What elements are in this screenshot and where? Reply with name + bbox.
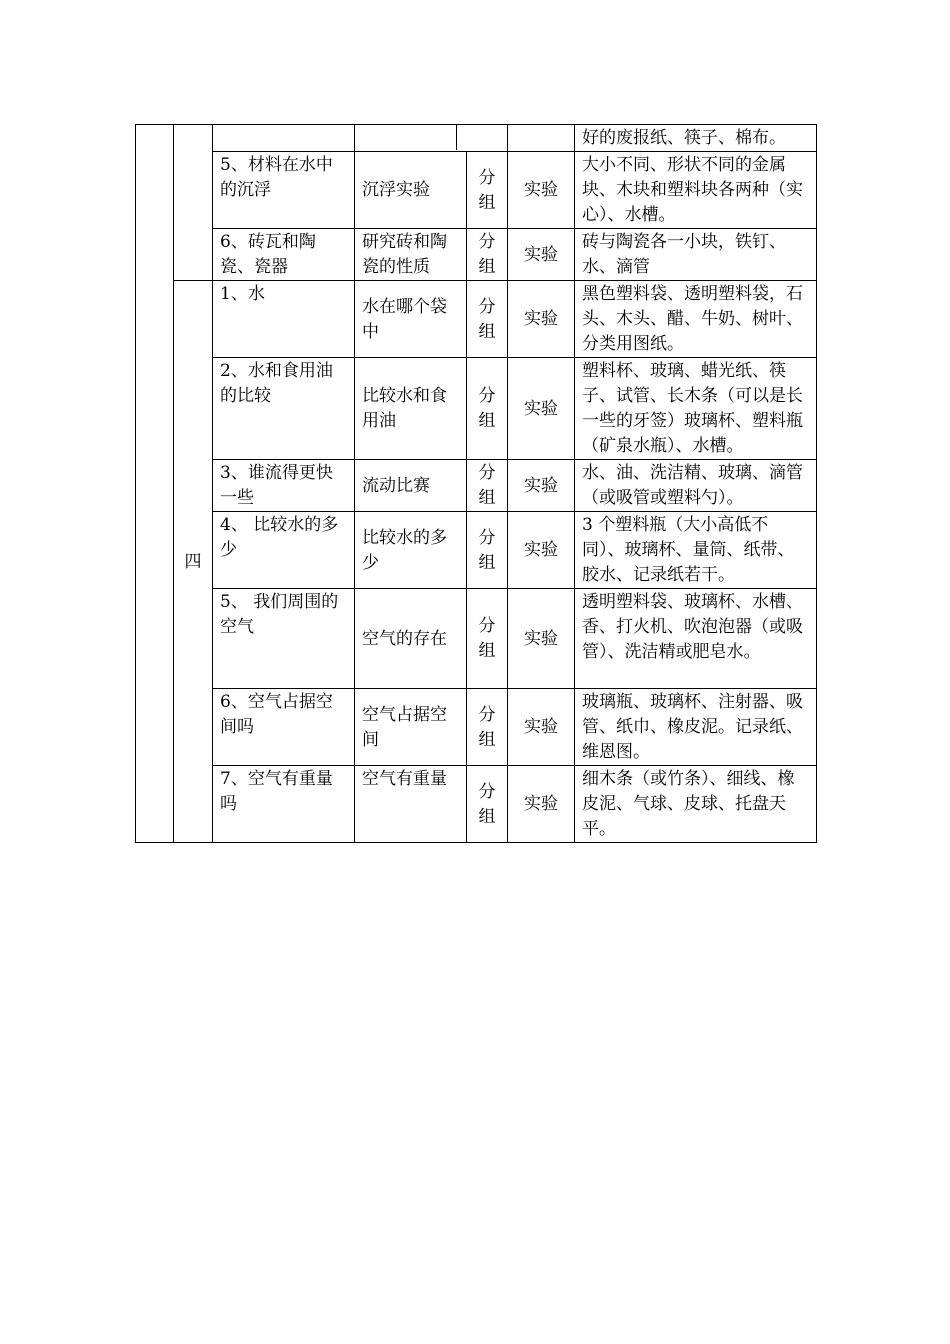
lesson-cell: 3、谁流得更快一些 xyxy=(213,460,355,512)
table-row xyxy=(136,125,817,152)
lesson-cell xyxy=(213,125,355,152)
lesson-cell: 6、砖瓦和陶瓷、瓷器 xyxy=(213,229,355,281)
activity-grouping-cell xyxy=(355,125,508,152)
table-row xyxy=(136,281,817,358)
grouping-cell: 分组 xyxy=(467,358,508,460)
activity-cell: 比较水和食用油 xyxy=(355,358,467,460)
activity-cell xyxy=(355,125,456,150)
grouping-cell: 分组 xyxy=(467,460,508,512)
type-cell: 实验 xyxy=(508,358,575,460)
type-cell xyxy=(508,125,575,152)
unit-column-cell xyxy=(174,125,213,281)
type-cell: 实验 xyxy=(508,766,575,843)
grouping-cell: 分组 xyxy=(467,281,508,358)
table-row xyxy=(136,589,817,689)
grouping-cell: 分组 xyxy=(467,152,508,229)
activity-cell: 研究砖和陶瓷的性质 xyxy=(355,229,467,281)
type-cell: 实验 xyxy=(508,281,575,358)
materials-cell: 砖与陶瓷各一小块，铁钉、水、滴管 xyxy=(575,229,817,281)
activity-cell: 沉浮实验 xyxy=(355,152,467,229)
table-row xyxy=(136,460,817,512)
type-cell: 实验 xyxy=(508,152,575,229)
type-cell: 实验 xyxy=(508,512,575,589)
activity-cell: 水在哪个袋中 xyxy=(355,281,467,358)
materials-cell: 好的废报纸、筷子、棉布。 xyxy=(575,125,817,152)
materials-cell: 玻璃瓶、玻璃杯、注射器、吸管、纸巾、橡皮泥。记录纸、维恩图。 xyxy=(575,689,817,766)
grouping-cell: 分组 xyxy=(467,589,508,689)
grouping-cell: 分组 xyxy=(467,689,508,766)
type-cell: 实验 xyxy=(508,229,575,281)
grouping-cell: 分组 xyxy=(467,512,508,589)
materials-cell: 透明塑料袋、玻璃杯、水槽、香、打火机、吹泡泡器（或吸管）、洗洁精或肥皂水。 xyxy=(575,589,817,689)
lesson-cell: 4、 比较水的多少 xyxy=(213,512,355,589)
lesson-cell: 6、空气占据空间吗 xyxy=(213,689,355,766)
table-row xyxy=(136,229,817,281)
activity-cell: 空气占据空间 xyxy=(355,689,467,766)
experiment-table xyxy=(135,124,817,843)
activity-cell: 比较水的多少 xyxy=(355,512,467,589)
table-row xyxy=(136,152,817,229)
materials-cell: 塑料杯、玻璃、蜡光纸、筷子、试管、长木条（可以是长一些的牙签）玻璃杯、塑料瓶（矿泉水瓶）、水槽。 xyxy=(575,358,817,460)
table-row xyxy=(136,358,817,460)
unit-label-cell: 四 xyxy=(174,281,213,843)
lesson-cell: 7、空气有重量吗 xyxy=(213,766,355,843)
type-cell: 实验 xyxy=(508,689,575,766)
materials-cell: 水、油、洗洁精、玻璃、滴管（或吸管或塑料勺）。 xyxy=(575,460,817,512)
type-cell: 实验 xyxy=(508,460,575,512)
grouping-cell xyxy=(456,125,507,150)
activity-cell: 空气的存在 xyxy=(355,589,467,689)
lesson-cell: 1、水 xyxy=(213,281,355,358)
materials-cell: 细木条（或竹条）、细线、橡皮泥、气球、皮球、托盘天平。 xyxy=(575,766,817,843)
activity-cell: 空气有重量 xyxy=(355,766,467,843)
type-cell: 实验 xyxy=(508,589,575,689)
table-row xyxy=(136,512,817,589)
table-row xyxy=(136,689,817,766)
materials-cell: 大小不同、形状不同的金属块、木块和塑料块各两种（实心）、水槽。 xyxy=(575,152,817,229)
materials-cell: 3 个塑料瓶（大小高低不同）、玻璃杯、量筒、纸带、胶水、记录纸若干。 xyxy=(575,512,817,589)
materials-cell: 黑色塑料袋、透明塑料袋，石头、木头、醋、牛奶、树叶、分类用图纸。 xyxy=(575,281,817,358)
grouping-cell: 分组 xyxy=(467,229,508,281)
activity-cell: 流动比赛 xyxy=(355,460,467,512)
lesson-cell: 2、水和食用油的比较 xyxy=(213,358,355,460)
grade-column-cell xyxy=(136,125,174,843)
lesson-cell: 5、材料在水中的沉浮 xyxy=(213,152,355,229)
table-row xyxy=(136,766,817,843)
grouping-cell: 分组 xyxy=(467,766,508,843)
lesson-cell: 5、 我们周围的空气 xyxy=(213,589,355,689)
